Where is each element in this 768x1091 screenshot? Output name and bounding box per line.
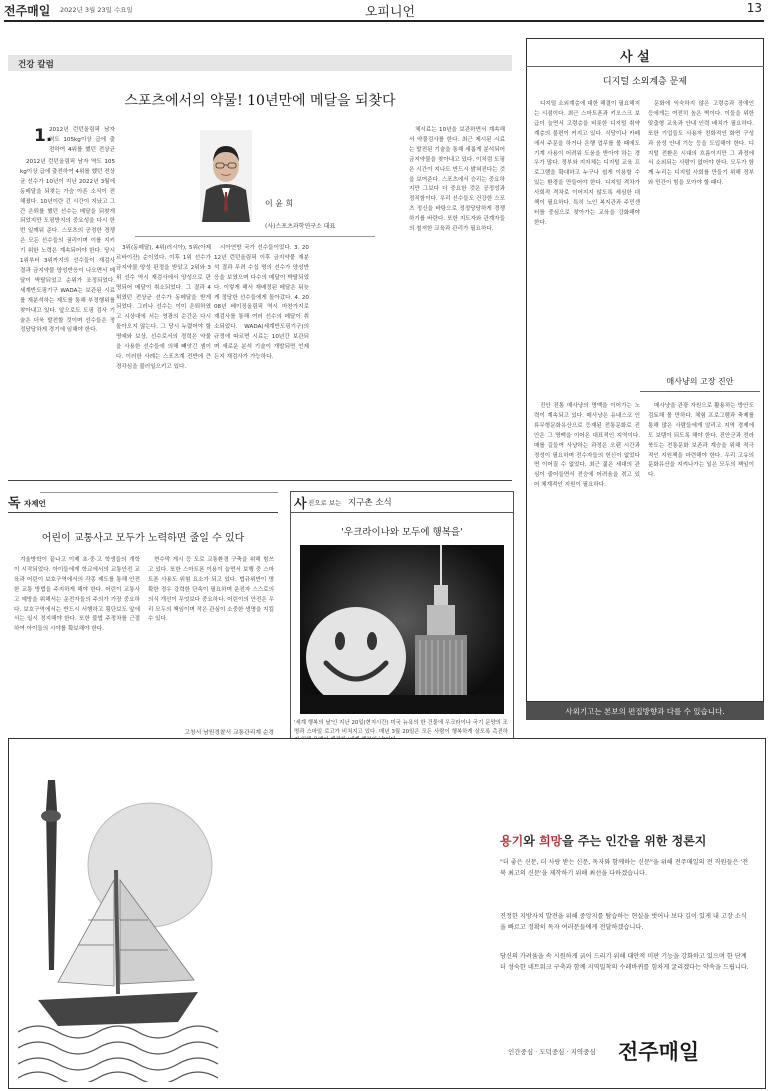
column-col4-text: 체시료는 10년을 보관하면서 계속해서 약물검사를 한다. 최근 제시된 시료는 발전된 기술을 통해 새롭게 분석되어 금지약물을 찾아내고 있다. 이처럼 도핑은 시간이 지나도 반드시 밝혀진다는 것을 보여준다. 스포츠에서 승리는 중요하지만 그보다 더 중요한 것은 공정성과 정직함이다. 우리 선수들도 건강한 스포츠 정신을 바탕으로 정정당당하게 경쟁하기를 바란다. 또한 지도자와 관계자들의 철저한 교육과 관리가 필요하다. <box>409 127 505 233</box>
editorial-headline-2-rule <box>640 391 760 392</box>
editorial-body-4-text: 매사냥을 관광 자원으로 활용하는 방안도 검토해 볼 만하다. 체험 프로그램과 축제를 통해 많은 사람들에게 알리고 지역 경제에도 보탬이 되도록 해야 한다. 진안군과 전라북도는 전통문화 보존과 계승을 위해 적극적인 지원책을 마련해야 한다. 우리 고유의 문화유산을 지켜나가는 일은 모두의 책임이다. <box>648 403 754 479</box>
paper-name: 전주매일 <box>4 4 51 18</box>
column-headline: 스포츠에서의 약물! 10년만에 메달을 되찾다 <box>124 93 396 109</box>
photo-headline: '우크라이나와 모두에 행복을' <box>341 527 463 538</box>
ad-slogan-rest: 을 주는 인간을 위한 정론지 <box>562 834 707 848</box>
author-name: 이 윤 희 <box>265 199 294 208</box>
editorial-label: 사 설 <box>620 50 650 65</box>
reader-col1 <box>14 556 140 746</box>
editorial-body-4 <box>648 402 754 694</box>
column-category-bar <box>8 55 512 71</box>
photo-caption-text: '세계 행복의 날'인 지난 20일(현지시간) 미국 뉴욕의 한 건물에 우크라이나 국기 문양의 조명과 스마일 로고가 비쳐지고 있다. 매년 3월 20일은 모든 사람이 행복하게 살도록 촉진하 <box>294 720 508 735</box>
reader-headline: 어린이 교통사고 모두가 노력하면 줄일 수 있다 <box>41 533 245 544</box>
editorial-body-2-text: 문화에 익숙하지 않은 고령층과 장애인 등에게는 여전히 높은 벽이다. 이들을 위한 맞춤형 교육과 안내 인력 배치가 필요하다. 또한 기업들도 사용자 친화적인 화면 구성과 음성 안내 기능 등을 도입해야 한다. 디지털 전환은 시대의 흐름이지만 그 과정에서 소외되는 사람이 없어야 한다. 모두가 함께 누리는 디지털 사회를 만들기 위해 정부와 민간이 힘을 모아야 할 때다. <box>648 101 754 187</box>
reader-col1-text: 겨울방학이 끝나고 이제 초·중·고 학생들의 개학이 시작되었다. 아이들에게 학교에서의 교통안전 교육과 어린이 보호구역에서의 각종 제도를 통해 안전한 교통 방법을 주지하게 해야 한다. 어린이 교통사고 예방을 위해서는 운전자들의 주의가 가장 중요하다. 보호구역에서는 반드시 서행하고 횡단보도 앞에서는 일시 정지해야 한다. 또한 불법 주정차를 근절하여 아이들의 시야를 확보해야 한다. <box>14 557 140 633</box>
reader-label-rule <box>40 492 278 493</box>
editorial-body-2 <box>648 100 754 378</box>
photo-label-rest: 지구촌 소식 <box>348 498 392 508</box>
editorial-headline-2: 매사냥의 고장 진안 <box>666 377 734 386</box>
author-photo <box>200 130 252 222</box>
reader-col2-text: 현수막 게시 등 도로 교통환경 구축을 위해 힘쓰고 있다. 또한 스마트폰 이용이 늘면서 보행 중 스마트폰 사용도 위험 요소가 되고 있다. 법규위반이 명확한 경우 강력한 단속이 필요하며 운전자 스스로의 의식 개선이 무엇보다 중요하다. 어린이의 안전은 우리 모두의 책임이며 작은 관심이 소중한 생명을 지킬 수 있다. <box>148 557 274 623</box>
editorial-body-3 <box>534 402 640 694</box>
reader-rule <box>8 512 278 513</box>
disclaimer-bar <box>526 702 764 720</box>
ad-slogan <box>500 832 706 849</box>
author-rule <box>135 236 375 237</box>
page-number: 13 <box>746 1 762 15</box>
ad-slogan-mid1: 와 <box>523 834 539 848</box>
column-lead: 2012년 런던올림픽 남자 역도 105kg이상 급에 출전하여 4위를 했던 전상균 <box>49 127 115 153</box>
reader-label-rest: 자제언 <box>24 499 46 508</box>
ad-para-1: "더 좋은 신문, 더 사랑 받는 신문, 독자와 함께하는 신문"을 위해 전주매일의 전 직원들은 '전북 최고의 신문'을 제작하기 위해 최선을 다하겠습니다. <box>500 859 749 877</box>
editorial-body-1 <box>534 100 640 378</box>
issue-date: 2022년 3월 23일 수요일 <box>60 6 133 14</box>
photo-empire-state <box>300 545 504 714</box>
ad-para-3: 당신의 가려움을 속 시원하게 긁어 드리기 위해 대안적 미판 기능을 강화하고 있으며 한 단계 더 성숙한 네트워크 구축과 함께 지역밀착의 수레바퀴를 힘차게 굴리겠다는 약속을 드립니다. <box>500 953 749 971</box>
column-col3 <box>214 244 309 474</box>
editorial-label-rule <box>526 66 764 67</box>
photo-label-big: 사 <box>294 497 307 512</box>
photo-label-rule <box>290 512 514 513</box>
drop-number: 1. <box>34 126 53 146</box>
reader-label-big: 독 <box>8 496 21 511</box>
column-col4 <box>409 126 505 474</box>
ad-logo: 전주매일 <box>618 1039 700 1064</box>
author-title: (사)스포츠과학연구소 대표 <box>265 223 336 230</box>
editorial-body-1-text: 디지털 소외계층에 대한 해결이 필요해지는 시점이다. 최근 스마트폰과 키오스크 보급이 늘면서 고령층을 비롯한 디지털 취약계층의 불편이 커지고 있다. 식당이나 카페에서 주문을 하거나 은행 업무를 볼 때에도 기계 사용이 어려워 도움을 받아야 하는 경우가 많다. 정부와 지자체는 디지털 교육 프로그램을 확대하고 누구나 쉽게 이용할 수 있는 환경을 만들어야 한다. 디지털 격차가 사회적 격차로 이어지지 않도록 세심한 대책이 필요하다. 특히 노인 복지관과 주민센터를 중심으로 찾아가는 교육을 강화해야 한다. <box>534 101 640 226</box>
ad-para-2: 진정한 지방자치 발전을 위해 중앙지를 탐습하는 현실을 벗어나 보다 깊이 있게 내 고장 소식을 빠르고 정확히 독자 여러분들에게 전달하겠습니다. <box>500 913 747 931</box>
column-col1-text: 2012년 런던올림픽 남자 역도 105kg이상 급에 출전하여 4위를 했던 전상균 선수가 10년이 지난 2022년 3월에 동메달을 되찾는 가슴 아픈 소식이 전해졌다. 10년이란 긴 시간이 지났고 그간 은퇴를 했던 선수는 메달을 되찾게 되었지만 도핑방지의 중요성을 다시 한번 일깨워 준다. 스포츠의 공정한 경쟁은 모든 선수들의 권리이며 이를 지키기 위한 노력은 계속되어야 한다. 당시 1위부터 3위까지의 선수들이 재검사 결과 금지약물 양성반응이 나오면서 메달이 박탈되었고 순위가 조정되었다. 세계반도핑기구 WADA는 보관된 시료를 재분석하는 제도를 통해 부정행위를 찾아내고 있다. 앞으로도 도핑 검사 기술은 더욱 발전할 것이며 선수들은 정정당당하게 경기에 임해야 한다. <box>20 159 115 334</box>
reader-col2 <box>148 556 274 716</box>
ad-illustration <box>18 770 234 1082</box>
editorial-body-3-text: 진안 전통 매사냥의 명맥을 이어가는 노력이 계속되고 있다. 매사냥은 유네스코 인류무형문화유산으로 등재된 전통문화로 진안은 그 명맥을 이어온 대표적인 지역이다. 매를 길들여 사냥하는 과정은 오랜 시간과 정성이 필요하며 전수자들의 헌신이 없었다면 이어질 수 없었다. 최근 젊은 세대의 관심이 줄어들면서 전승에 어려움을 겪고 있어 체계적인 지원이 필요하다. <box>534 403 640 489</box>
ad-tagline: 인간중심 · 도덕중심 · 지역중심 <box>508 1048 596 1056</box>
section-title: 오피니언 <box>364 5 416 20</box>
disclaimer-text: 사외기고는 본보의 편집방향과 다를 수 있습니다. <box>565 707 725 716</box>
ad-slogan-word2: 희망 <box>538 834 563 848</box>
column-bottom-rule <box>8 480 512 481</box>
column-col2-text: 3위(동메달), 4위(러시아), 5위(아제르바이잔) 순이었다. 이후 1위 선수가 금지약물 양성 판정을 받았고 2위와 3위 선수 역시 재검사에서 양성으로 판명되어 메달이 취소되었다. 그 결과 4위였던 전상균 선수가 동메달을 받게 되었다. 그러나 선수는 이미 은퇴하였고 시상대에 서는 영광의 순간은 다시 돌아오지 않는다. 그 당시 누렸어야 할 명예와 보상, 선수로서의 경력은 약물을 사용한 선수들에 의해 빼앗긴 셈이다. 이러한 사례는 스포츠계 전반에 큰 경각심을 불러일으키고 있다. <box>116 245 211 370</box>
column-col1 <box>20 158 115 474</box>
column-col3-text: 시아연방 국가 선수들이었다. 3. 2012년 런던올림픽 이후 금지약물 재분석 결과 무려 수십 명의 선수가 양성반응을 보였으며 다수의 메달이 박탈되었다. 이렇게 해서 재배정된 메달은 뒤늦게 정당한 선수들에게 돌아갔다. 4. 2008년 베이징올림픽 역시 마찬가지로 재검사를 통해 여러 선수의 메달이 취소되었다. WADA(세계반도핑기구)의 규정에 따르면 시료는 10년간 보관되며 새로운 분석 기술이 개발되면 언제든지 재검사가 가능하다. <box>214 245 309 360</box>
editorial-headline-1: 디지털 소외계층 문제 <box>603 77 687 87</box>
masthead-rule <box>4 20 764 22</box>
column-category: 건강 칼럼 <box>18 60 54 70</box>
ad-slogan-word1: 용기 <box>500 834 524 848</box>
photo-label-mid: 진으로 보는 <box>308 499 342 507</box>
reader-author: 고창서 남원경찰서 교통관리계 순경 <box>184 730 274 736</box>
column-col2 <box>116 244 211 474</box>
